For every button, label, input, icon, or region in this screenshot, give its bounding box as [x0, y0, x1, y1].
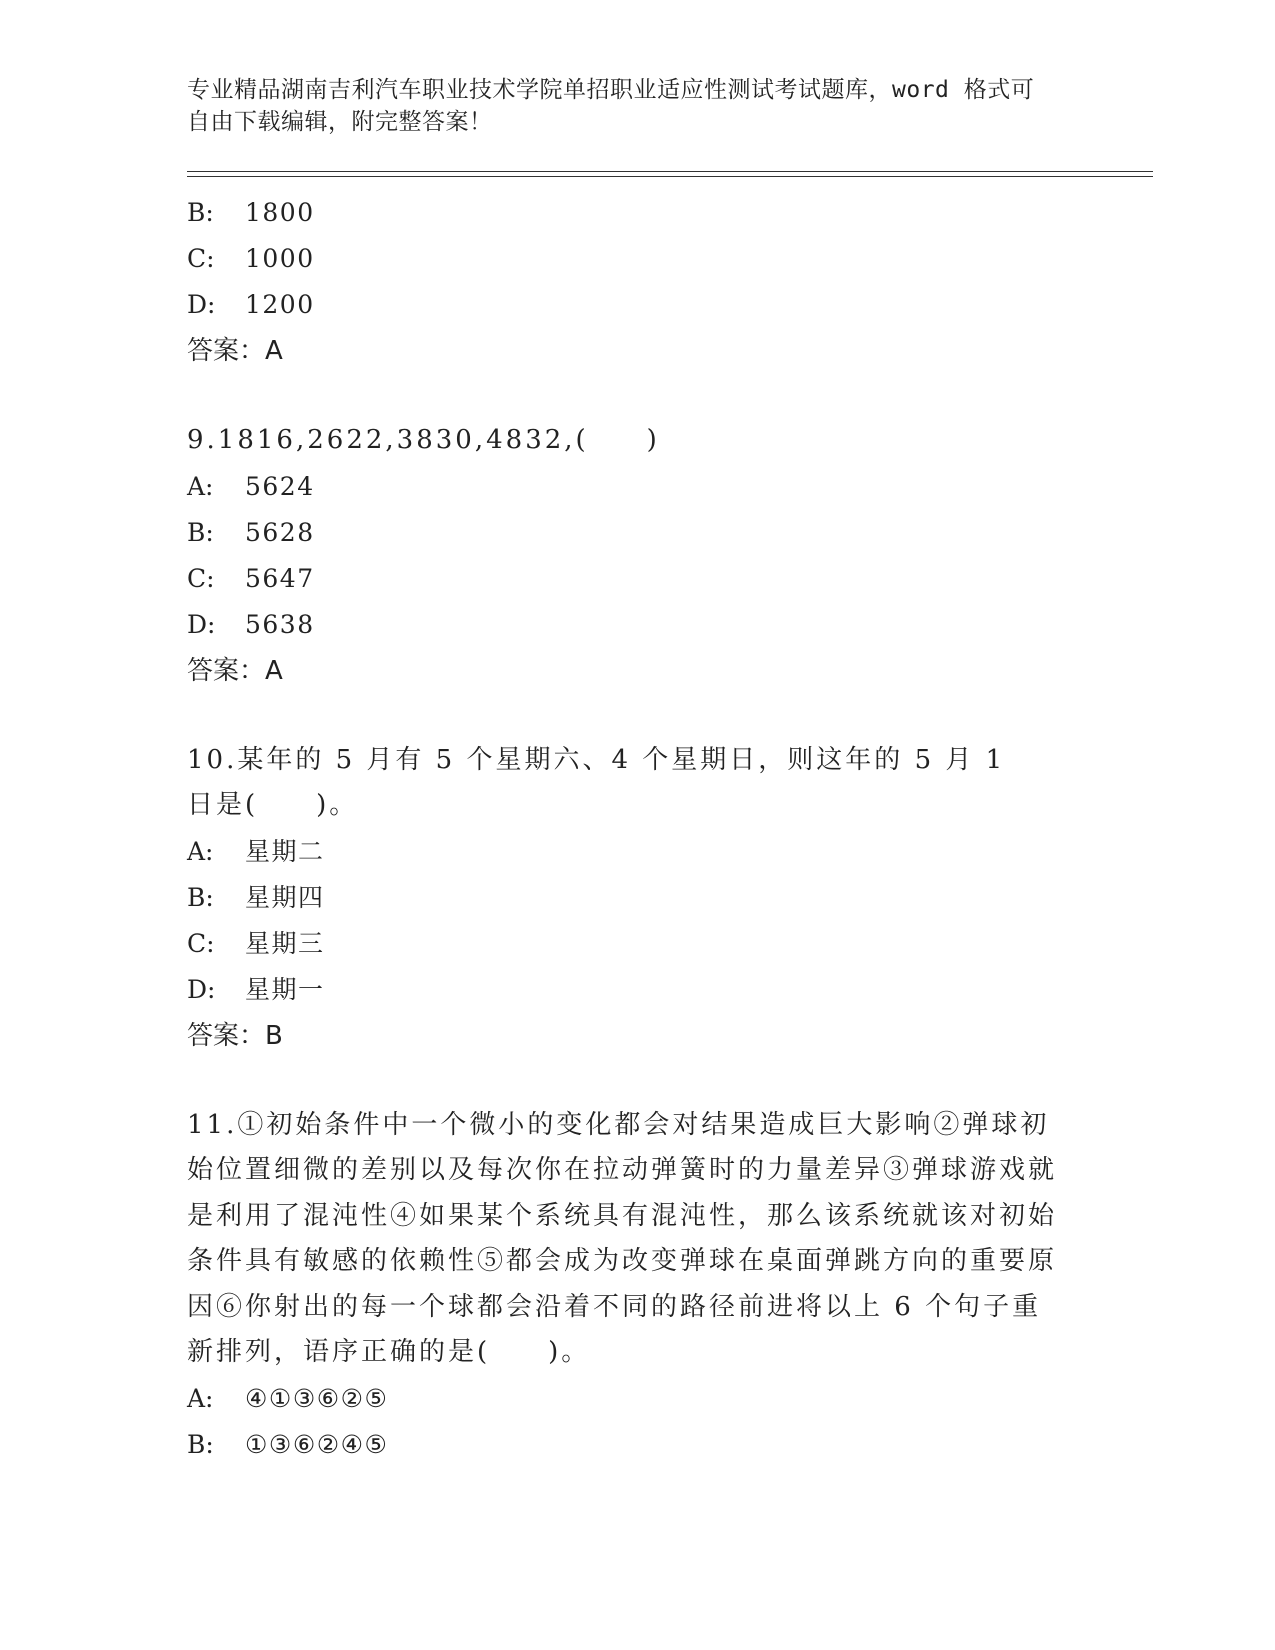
- option-b: [187, 875, 1087, 921]
- header-rule-top: [187, 171, 1153, 172]
- option-letter: D:: [187, 290, 216, 319]
- option-letter: D:: [187, 974, 216, 1004]
- question-text: 9.1816,2622,3830,4832,( ): [187, 425, 660, 455]
- question-10-block: [187, 738, 1087, 1059]
- option-c: [187, 236, 1087, 282]
- option-value: 1000: [245, 244, 315, 273]
- option-letter: A:: [187, 836, 214, 866]
- option-letter: B:: [187, 882, 214, 912]
- answer-line: 答案：B: [187, 1020, 283, 1051]
- question-8-block: [187, 190, 1087, 374]
- option-c: [187, 921, 1087, 967]
- option-b: [187, 190, 1087, 236]
- option-value: 星期四: [245, 882, 325, 912]
- option-d: [187, 602, 1087, 648]
- header-rule-bottom: [187, 176, 1153, 177]
- option-b: [187, 510, 1087, 556]
- question-list: [187, 190, 1087, 1468]
- question-11-block: [187, 1103, 1087, 1468]
- option-a: [187, 829, 1087, 875]
- option-c: [187, 556, 1087, 602]
- option-letter: A:: [187, 1383, 214, 1413]
- option-value: 星期三: [245, 928, 325, 958]
- question-text: 11.①初始条件中一个微小的变化都会对结果造成巨大影响②弹球初始位置细微的差别以及每次你在拉动弹簧时的力量差异③弹球游戏就是利用了混沌性④如果某个系统具有混沌性，那么该系统就该对初始条件具有敏感的依赖性⑤都会成为改变弹球在桌面弹跳方向的重要原因⑥你射出的每一个球都会沿着不同的路径前进将以上 6 个句子重新排列，语序正确的是( )。: [187, 1109, 1058, 1367]
- option-a: [187, 1376, 1087, 1422]
- option-value: 1800: [245, 198, 315, 227]
- option-value: ①③⑥②④⑤: [245, 1429, 389, 1459]
- question-text: 10.某年的 5 月有 5 个星期六、4 个星期日，则这年的 5 月 1 日是( )。: [187, 744, 1006, 820]
- option-d: [187, 967, 1087, 1013]
- answer-line: 答案：A: [187, 336, 283, 366]
- option-d: [187, 282, 1087, 328]
- option-value: 5638: [245, 609, 315, 639]
- option-value: 5647: [245, 563, 315, 593]
- option-value: 5628: [245, 517, 315, 547]
- option-value: 1200: [245, 290, 315, 319]
- option-letter: D:: [187, 609, 216, 639]
- answer-line: 答案：A: [187, 655, 283, 686]
- option-letter: C:: [187, 244, 215, 273]
- option-value: 星期一: [245, 974, 325, 1004]
- question-9-block: [187, 418, 1087, 694]
- option-letter: C:: [187, 563, 215, 593]
- option-value: 5624: [245, 471, 315, 501]
- option-a: [187, 464, 1087, 510]
- option-letter: C:: [187, 928, 215, 958]
- option-letter: B:: [187, 1429, 214, 1459]
- option-letter: B:: [187, 517, 214, 547]
- option-letter: B:: [187, 198, 214, 227]
- option-b: [187, 1422, 1087, 1468]
- header-line-1: 专业精品湖南吉利汽车职业技术学院单招职业适应性测试考试题库，word 格式可: [187, 77, 1035, 103]
- option-value: ④①③⑥②⑤: [245, 1383, 389, 1413]
- option-letter: A:: [187, 471, 214, 501]
- option-value: 星期二: [245, 836, 325, 866]
- header-line-2: 自由下载编辑，附完整答案！: [187, 109, 493, 135]
- page-header: [187, 74, 1067, 138]
